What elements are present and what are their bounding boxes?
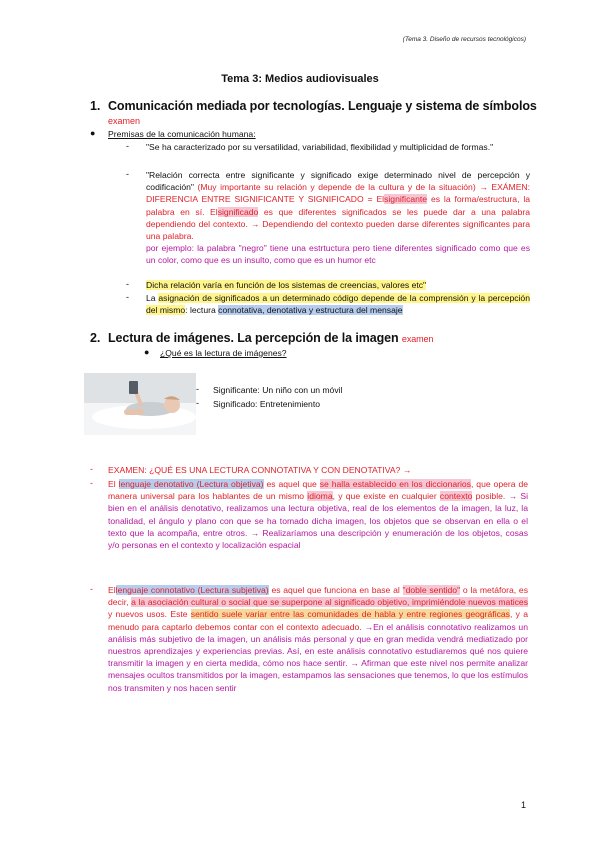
page-title: Tema 3: Medios audiovisuales xyxy=(221,73,379,85)
denotative-paragraph xyxy=(108,478,528,551)
con-pink-highlight: a la asociación cultural o social que se superpone al significado objetivo, imprimiéndole nuevos matices xyxy=(131,597,528,608)
dash-icon: - xyxy=(126,292,129,302)
section-1-exam-tag: examen xyxy=(108,116,141,126)
den-pink-highlight: contexto xyxy=(439,491,473,502)
section-2-exam-tag: examen xyxy=(401,334,434,344)
premisas-heading: Premisas de la comunicación humana: xyxy=(108,129,256,139)
running-header: (Tema 3. Diseño de recursos tecnológicos) xyxy=(402,36,526,43)
dash-icon: - xyxy=(126,169,129,179)
den-text: es aquel que xyxy=(266,479,317,489)
dash-icon: - xyxy=(196,384,199,394)
premisa-item-4 xyxy=(146,292,530,316)
den-text: , y que existe en cualquier xyxy=(332,491,437,502)
item2-text: es la forma/estructura, la palabra en sí. El xyxy=(146,194,531,217)
den-pink-highlight: idioma xyxy=(307,491,333,502)
denotative-highlight: lenguaje denotativo (Lectura objetiva) xyxy=(118,479,264,489)
con-orange-highlight: sentido suele variar entre las comunidades de habla y entre regiones geográficas xyxy=(190,609,510,620)
significado-line: Significado: Entretenimiento xyxy=(213,399,321,409)
significante-highlight: significante xyxy=(384,194,428,205)
item4-text: : lectura xyxy=(185,305,216,316)
item2-text: El xyxy=(376,194,385,205)
den-text: posible. xyxy=(475,491,506,502)
con-text: y nuevos usos. Este xyxy=(108,609,188,620)
image-reading-question: ¿Qué es la lectura de imágenes? xyxy=(160,348,287,358)
item4-blue-highlight: connotativa, denotativa y estructura del mensaje xyxy=(218,305,403,316)
exam-question: EXAMEN: ¿QUÉ ES UNA LECTURA CONNOTATIVA Y CON DENOTATIVA? → xyxy=(108,465,412,475)
bullet-icon: ● xyxy=(90,128,96,138)
item2-quote: "Relación correcta entre significante y significado exige determinado nivel de percepción y codificación" xyxy=(146,170,530,193)
section-1-heading xyxy=(90,99,537,113)
child-with-phone-photo xyxy=(84,373,196,435)
item2-example: por ejemplo: la palabra "negro" tiene una estrtuctura pero tiene diferentes significado como que es un color, como que es un insulto, como que es un humor etc xyxy=(146,243,530,266)
bullet-icon: ● xyxy=(144,347,150,357)
premisa-item-3 xyxy=(146,279,530,291)
premisa-item-1: "Se ha caracterizado por su versatilidad, variabilidad, flexibilidad y multiplicidad de formas." xyxy=(146,142,494,152)
item2-text: es que diferentes significados se les puede dar a una palabra dependiendo del contexto. → Dependiendo del contexto pueden darse diferentes significantes para una palabra. xyxy=(146,206,530,242)
con-text: El xyxy=(108,585,116,595)
dash-icon: - xyxy=(90,478,93,488)
con-text: , y a menudo para captarlo debemos contar con el contexto adecuado. xyxy=(108,609,528,632)
dash-icon: - xyxy=(90,464,93,474)
dash-icon: - xyxy=(90,584,93,594)
dash-icon: - xyxy=(126,279,129,289)
item4-highlight: asignación de significados a un determinado código depende de la comprensión y la percepción del mismo xyxy=(146,293,530,316)
section-2-heading xyxy=(90,331,433,345)
section-1-number: 1. xyxy=(90,99,101,113)
item2-exam: → EXÁMEN: DIFERENCIA ENTRE SIGNIFICANTE Y SIGNIFICADO = xyxy=(146,182,531,205)
con-text: o la metáfora, es decir, xyxy=(108,585,529,608)
den-text: El xyxy=(108,479,116,489)
item3-highlight: Dicha relación varía en función de los sistemas de creencias, valores etc" xyxy=(146,280,427,290)
section-1-title: Comunicación mediada por tecnologías. Lenguaje y sistema de símbolos xyxy=(108,99,537,113)
den-pink-highlight: se halla establecido en los diccionarios xyxy=(319,479,471,489)
con-explanation: →En el análisis connotativo realizamos un análisis más subjetivo de la imagen, un análisis más personal y que en gran medida vendrá mediatizado por nuestros aprendizajes y experiencias previas. Así, en este análisis connotativo estudiaremos qué nos quiere transmitir la imagen y en cierta medida, cómo nos hace sentir. → Afirman que este nivel nos permite analizar mensajes ocultos transmitidos por la imagen, estampamos las sensaciones que tenemos, lo que los estímulos nos transmiten y nos hacen sentir xyxy=(108,621,528,693)
premisa-item-2 xyxy=(146,169,530,267)
dash-icon: - xyxy=(126,141,129,151)
item4-text: La xyxy=(146,293,156,303)
con-pink-highlight: "doble sentido" xyxy=(402,585,461,595)
dash-icon: - xyxy=(196,398,199,408)
connotative-highlight: lenguaje connotativo (Lectura subjetiva) xyxy=(115,585,269,595)
page-number: 1 xyxy=(520,800,526,810)
con-text: es aquel que funciona en base al xyxy=(271,585,400,595)
connotative-paragraph xyxy=(108,584,528,694)
den-text: , que opera de manera universal para los hablantes de un mismo xyxy=(108,479,529,502)
item2-note: (Muy importante su relación y depende de la cultura y de la situación) xyxy=(197,182,476,193)
section-2-number: 2. xyxy=(90,331,101,345)
significante-line: Significante: Un niño con un móvil xyxy=(213,385,343,395)
den-explanation: → Si bien en el análisis denotativo, realizamos una lectura objetiva, real de los elementos de la imagen, la luz, la tonalidad, el ángulo y plano con que se ha tomado dicha imagen, los objetos que se observan en ella o el texto que la acompaña, entre otros. → Realizaríamos una descripción y enumeración de los objetos, cosas y/o personas en el contexto y localización espacial xyxy=(108,491,528,551)
section-2-title: Lectura de imágenes. La percepción de la imagen xyxy=(108,331,399,345)
significado-highlight: significado xyxy=(217,206,259,217)
